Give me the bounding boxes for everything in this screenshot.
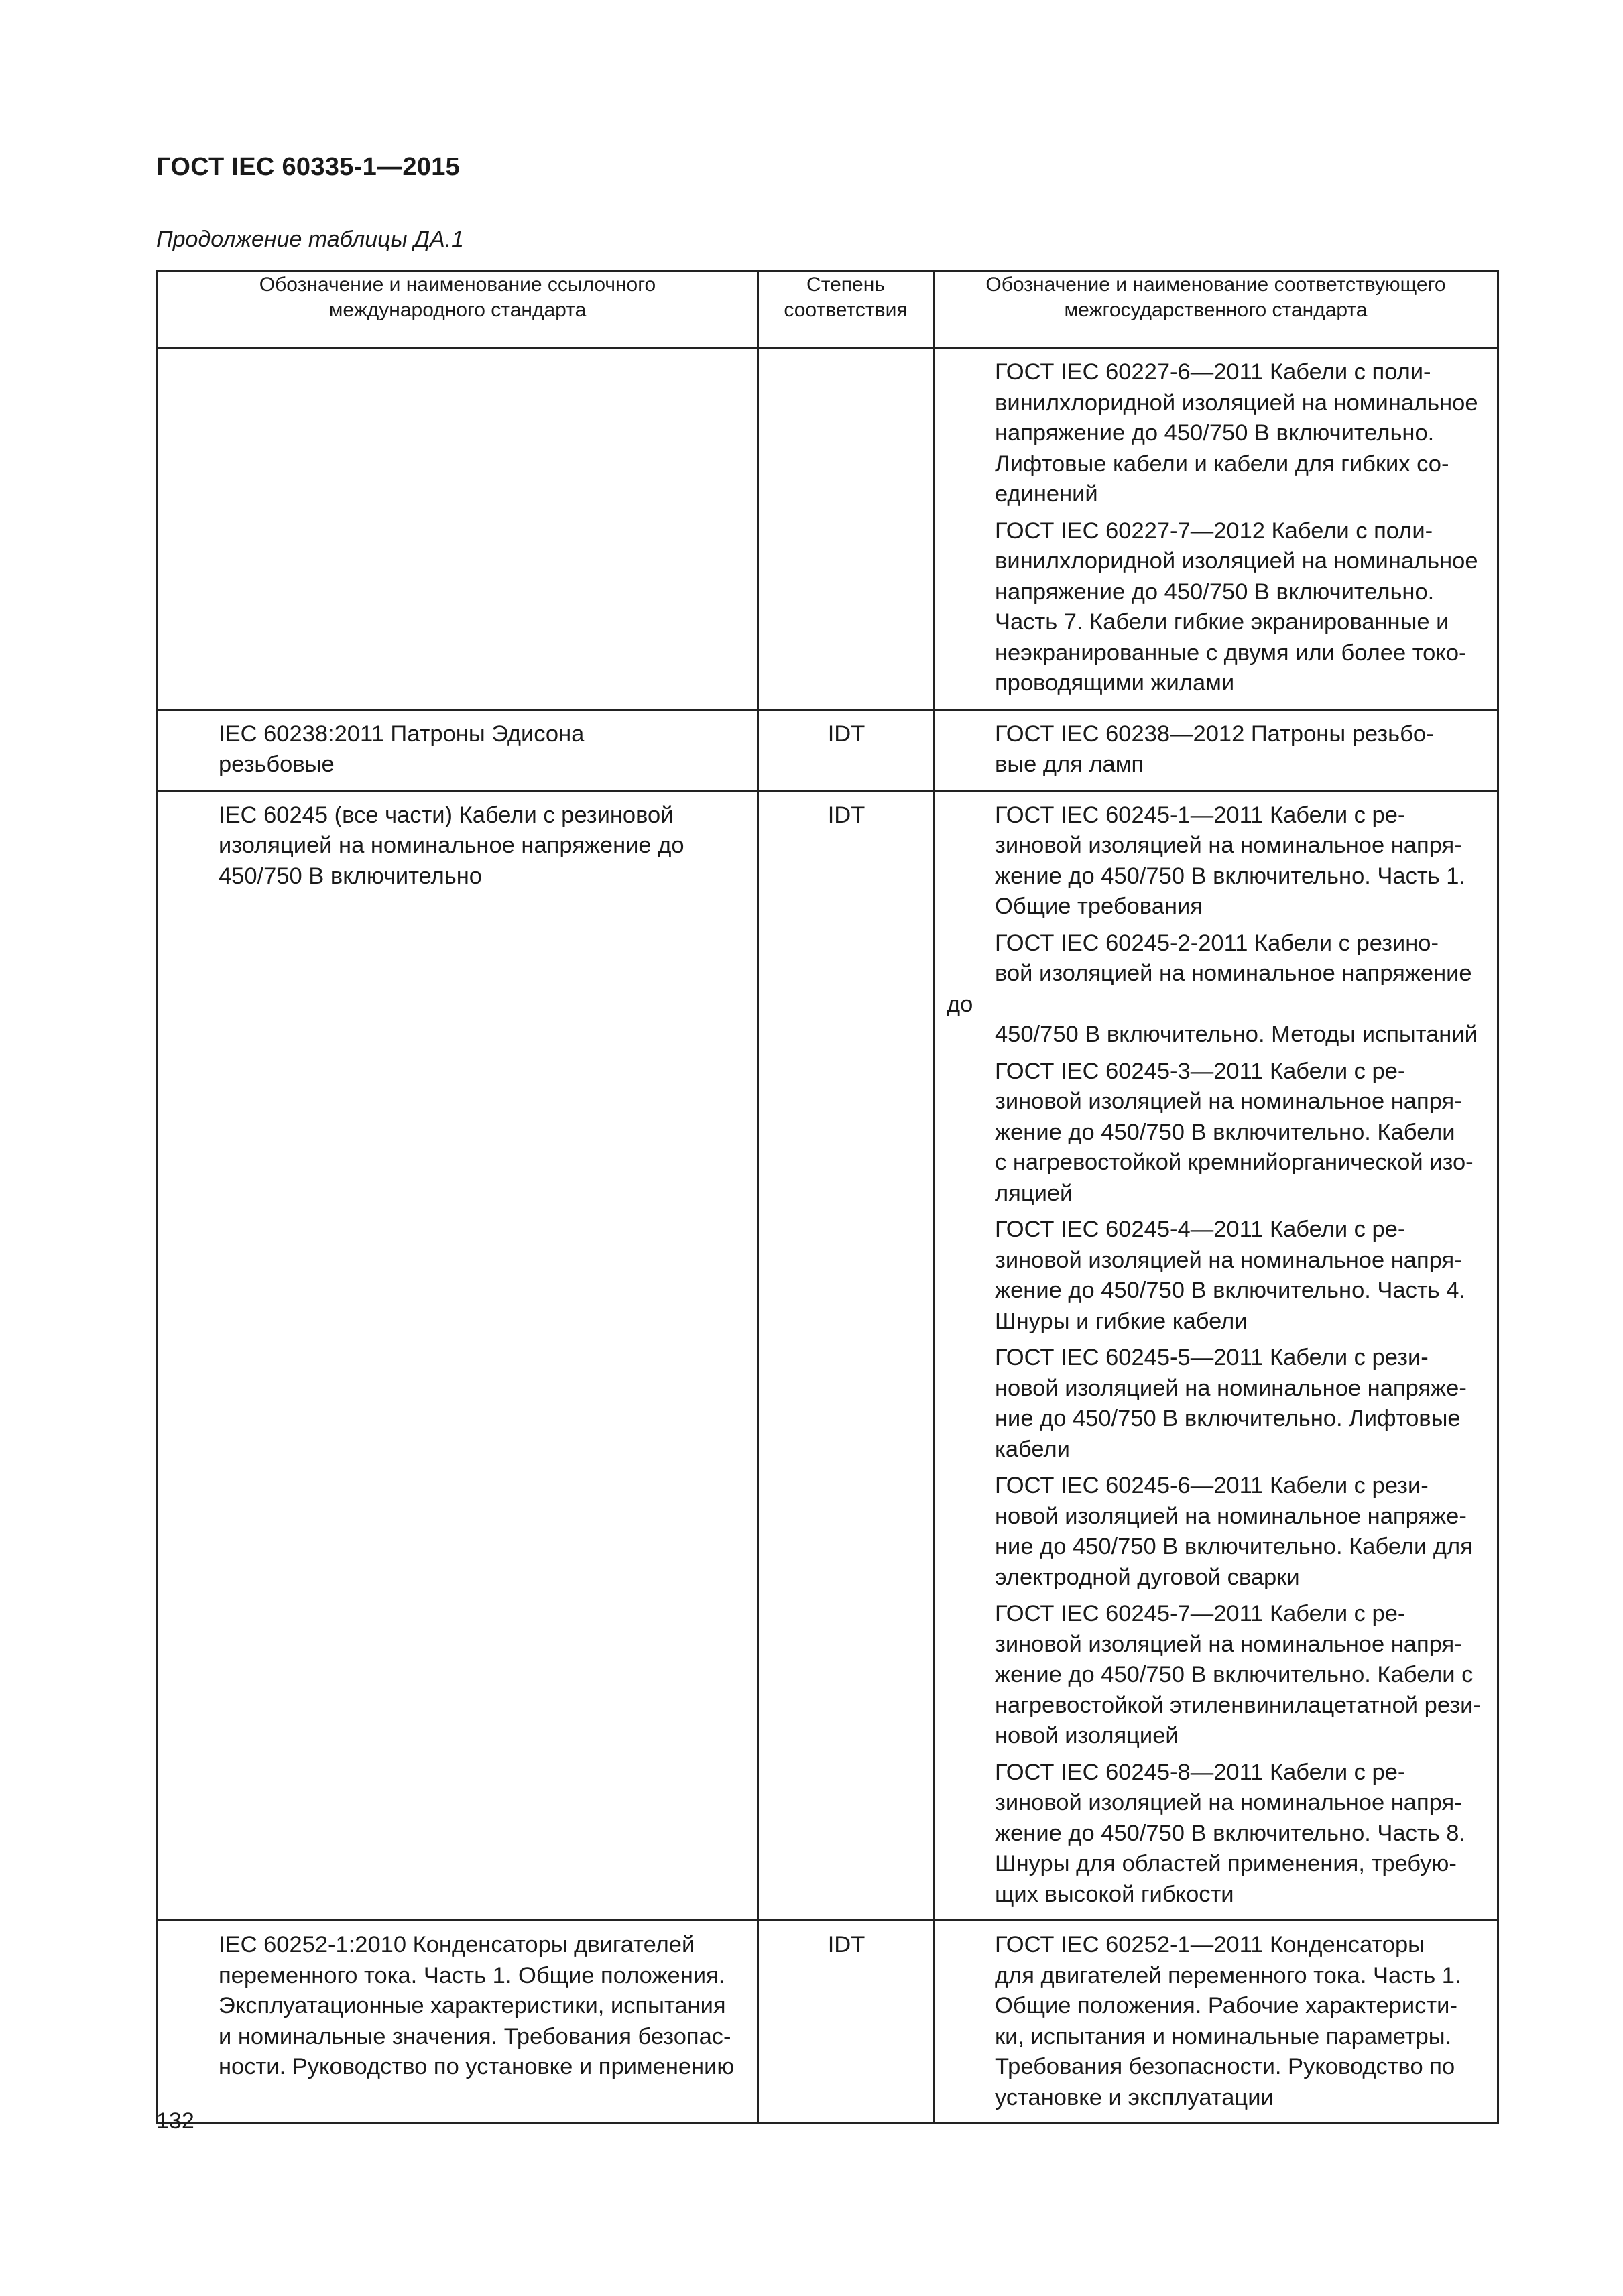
international-standard-entry bbox=[170, 800, 746, 892]
text-line: жение до 450/750 В включительно. Часть 4. bbox=[995, 1278, 1465, 1303]
table-row bbox=[158, 709, 1498, 790]
interstate-standard-cell bbox=[934, 1921, 1498, 2124]
text-line: жение до 450/750 В включительно. Часть 1. bbox=[995, 863, 1465, 889]
text-line: ГОСТ IEC 60245-4—2011 Кабели с ре- bbox=[995, 1217, 1406, 1242]
header-line: соответствия bbox=[784, 299, 908, 321]
interstate-standard-entry bbox=[947, 516, 1486, 699]
text-line: и номинальные значения. Требования безопас- bbox=[219, 2023, 731, 2049]
interstate-standard-entry bbox=[947, 1471, 1486, 1593]
text-line: проводящими жилами bbox=[995, 670, 1235, 696]
interstate-standard-entry bbox=[947, 1930, 1486, 2113]
text-line: зиновой изоляцией на номинальное напря- bbox=[995, 833, 1462, 858]
header-line: Степень bbox=[806, 274, 885, 296]
text-line: ГОСТ IEC 60245-1—2011 Кабели с ре- bbox=[995, 802, 1406, 828]
header-line: межгосударственного стандарта bbox=[1064, 299, 1368, 321]
text-line: IEC 60238:2011 Патроны Эдисона bbox=[219, 721, 585, 747]
text-line: IEC 60252-1:2010 Конденсаторы двигателей bbox=[219, 1932, 695, 1957]
page-number: 132 bbox=[156, 2108, 194, 2134]
interstate-standard-cell bbox=[934, 709, 1498, 790]
international-standard-cell bbox=[158, 1921, 758, 2124]
text-line: вые для ламп bbox=[995, 751, 1144, 777]
text-line: новой изоляцией на номинальное напряже- bbox=[995, 1375, 1467, 1401]
degree-cell bbox=[758, 348, 934, 710]
text-line: новой изоляцией на номинальное напряже- bbox=[995, 1503, 1467, 1529]
text-line: ГОСТ IEC 60245-5—2011 Кабели с рези- bbox=[995, 1345, 1429, 1370]
text-line: ки, испытания и номинальные параметры. bbox=[995, 2023, 1452, 2049]
text-line: Шнуры для областей применения, требую- bbox=[995, 1851, 1457, 1876]
text-line: ГОСТ IEC 60245-8—2011 Кабели с ре- bbox=[995, 1759, 1406, 1785]
degree-cell: IDT bbox=[758, 709, 934, 790]
text-line: ности. Руководство по установке и применению bbox=[219, 2054, 735, 2079]
text-line: для двигателей переменного тока. Часть 1. bbox=[995, 1962, 1461, 1988]
interstate-standard-entry bbox=[947, 357, 1486, 510]
interstate-standard-cell bbox=[934, 348, 1498, 710]
header-line: Обозначение и наименование ссылочного bbox=[259, 274, 656, 296]
degree-cell: IDT bbox=[758, 1921, 934, 2124]
text-line: жение до 450/750 В включительно. Кабели с bbox=[995, 1662, 1474, 1687]
text-line: ние до 450/750 В включительно. Лифтовые bbox=[995, 1406, 1461, 1431]
header-line: международного стандарта bbox=[328, 299, 587, 321]
text-line: жение до 450/750 В включительно. Кабели bbox=[995, 1119, 1455, 1145]
text-line: Общие требования bbox=[995, 894, 1203, 919]
text-line: зиновой изоляцией на номинальное напря- bbox=[995, 1247, 1462, 1273]
text-line: изоляцией на номинальное напряжение до bbox=[219, 833, 684, 858]
header-gap-cell bbox=[158, 341, 758, 348]
interstate-standard-entry bbox=[947, 800, 1486, 922]
column-header-interstate bbox=[934, 271, 1498, 342]
international-standard-cell bbox=[158, 790, 758, 1921]
standards-correspondence-table bbox=[156, 270, 1499, 2124]
text-line: ГОСТ IEC 60252-1—2011 Конденсаторы bbox=[995, 1932, 1425, 1957]
text-line: 450/750 В включительно bbox=[219, 863, 482, 889]
text-line: переменного тока. Часть 1. Общие положения. bbox=[219, 1962, 725, 1988]
text-line: ГОСТ IEC 60245-2-2011 Кабели с резино- bbox=[995, 930, 1439, 956]
text-line: ние до 450/750 В включительно. Кабели для bbox=[995, 1534, 1473, 1559]
table-row bbox=[158, 790, 1498, 1921]
text-line: Лифтовые кабели и кабели для гибких со- bbox=[995, 450, 1449, 477]
text-line: Эксплуатационные характеристики, испытания bbox=[219, 1993, 726, 2018]
text-line: щих высокой гибкости bbox=[995, 1881, 1234, 1907]
text-line: ляцией bbox=[995, 1180, 1073, 1206]
text-line: IEC 60245 (все части) Кабели с резиновой bbox=[219, 802, 674, 828]
text-line: напряжение до 450/750 В включительно. bbox=[995, 579, 1435, 605]
document-title: ГОСТ IEC 60335-1—2015 bbox=[156, 153, 461, 181]
text-line: Общие положения. Рабочие характеристи- bbox=[995, 1993, 1457, 2018]
text-line: резьбовые bbox=[219, 751, 335, 777]
interstate-standard-entry bbox=[947, 1215, 1486, 1337]
text-line: ГОСТ IEC 60245-6—2011 Кабели с рези- bbox=[995, 1473, 1429, 1498]
interstate-standard-entry bbox=[947, 719, 1486, 780]
interstate-standard-entry bbox=[947, 1599, 1486, 1752]
column-header-degree bbox=[758, 271, 934, 342]
text-line: вой изоляцией на номинальное напряжение до bbox=[947, 961, 1472, 1017]
text-line: Требования безопасности. Руководство по bbox=[995, 2054, 1455, 2079]
text-line: ГОСТ IEC 60245-3—2011 Кабели с ре- bbox=[995, 1058, 1406, 1084]
text-line: новой изоляцией bbox=[995, 1723, 1179, 1748]
text-line: неэкранированные с двумя или более токо- bbox=[995, 640, 1467, 666]
text-line: винилхлоридной изоляцией на номинальное bbox=[995, 548, 1478, 574]
text-line: напряжение до 450/750 В включительно. bbox=[995, 420, 1435, 446]
text-line: ГОСТ IEC 60227-7—2012 Кабели с поли- bbox=[995, 518, 1433, 544]
text-line: единений bbox=[995, 481, 1098, 507]
interstate-standard-entry bbox=[947, 1343, 1486, 1465]
text-line: жение до 450/750 В включительно. Часть 8. bbox=[995, 1820, 1465, 1846]
text-line: зиновой изоляцией на номинальное напря- bbox=[995, 1790, 1462, 1815]
header-gap-cell bbox=[934, 341, 1498, 348]
text-line: Шнуры и гибкие кабели bbox=[995, 1308, 1248, 1334]
table-continuation-caption: Продолжение таблицы ДА.1 bbox=[156, 227, 465, 252]
international-standard-entry bbox=[170, 1930, 746, 2083]
interstate-standard-cell bbox=[934, 790, 1498, 1921]
text-line: с нагревостойкой кремнийорганической изо- bbox=[995, 1150, 1474, 1175]
table-header-row bbox=[158, 271, 1498, 342]
international-standard-entry bbox=[170, 719, 746, 780]
degree-cell: IDT bbox=[758, 790, 934, 1921]
interstate-standard-entry bbox=[947, 928, 1486, 1050]
table-row bbox=[158, 1921, 1498, 2124]
text-line: винилхлоридной изоляцией на номинальное bbox=[995, 389, 1478, 416]
text-line: ГОСТ IEC 60245-7—2011 Кабели с ре- bbox=[995, 1601, 1406, 1626]
text-line: электродной дуговой сварки bbox=[995, 1564, 1300, 1590]
header-line: Обозначение и наименование соответствующего bbox=[985, 274, 1446, 296]
international-standard-cell bbox=[158, 348, 758, 710]
text-line: 450/750 В включительно. Методы испытаний bbox=[995, 1022, 1478, 1047]
text-line: зиновой изоляцией на номинальное напря- bbox=[995, 1631, 1462, 1657]
text-line: ГОСТ IEC 60227-6—2011 Кабели с поли- bbox=[995, 359, 1431, 385]
international-standard-cell bbox=[158, 709, 758, 790]
text-line: установке и эксплуатации bbox=[995, 2084, 1274, 2110]
header-gap-cell bbox=[758, 341, 934, 348]
text-line: Часть 7. Кабели гибкие экранированные и bbox=[995, 609, 1449, 635]
text-line: кабели bbox=[995, 1436, 1070, 1462]
text-line: ГОСТ IEC 60238—2012 Патроны резьбо- bbox=[995, 721, 1434, 747]
interstate-standard-entry bbox=[947, 1758, 1486, 1911]
column-header-international bbox=[158, 271, 758, 342]
header-double-rule bbox=[158, 341, 1498, 348]
text-line: нагревостойкой этиленвинилацетатной рези- bbox=[995, 1692, 1481, 1718]
table-row bbox=[158, 348, 1498, 710]
interstate-standard-entry bbox=[947, 1056, 1486, 1209]
text-line: зиновой изоляцией на номинальное напря- bbox=[995, 1089, 1462, 1114]
